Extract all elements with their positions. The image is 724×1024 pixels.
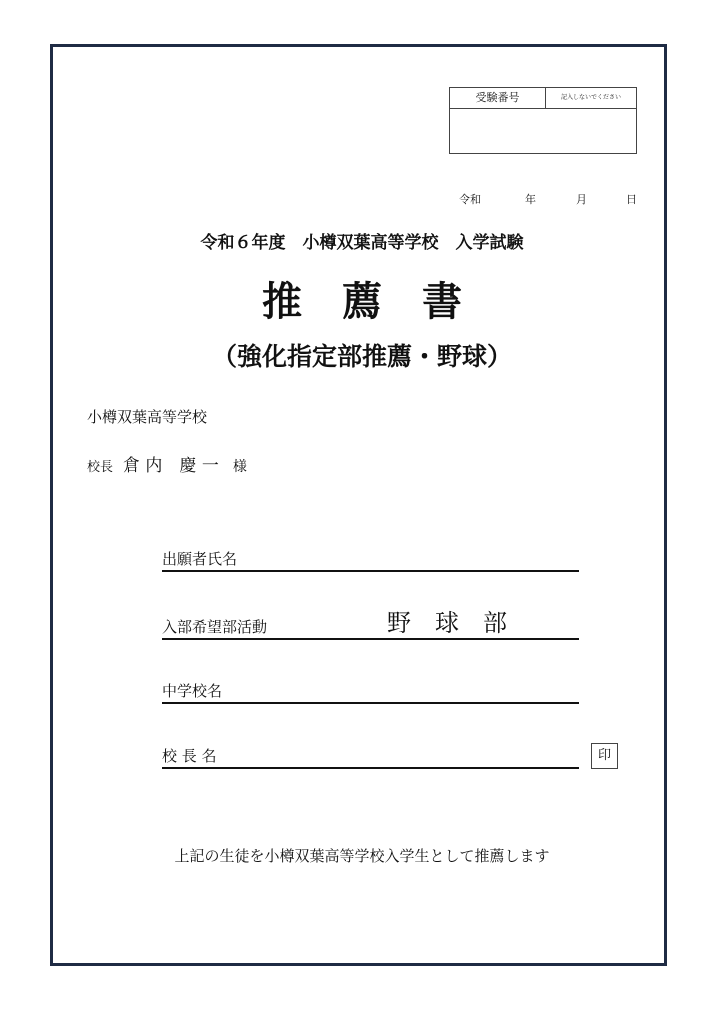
addressee-principal [87,451,247,476]
addressee-role: 校長 [87,460,114,475]
addressee-name: 倉 内 慶 一 [123,456,219,476]
document-subtitle: （強化指定部推薦・野球） [211,342,512,371]
addressee-school: 小樽双葉高等学校 [87,408,208,426]
seal-box: 印 [591,743,618,769]
date-month: 月 [576,193,587,206]
exam-number-label: 受験番号 [450,88,546,108]
applicant-name-label: 出願者氏名 [162,550,238,568]
document-frame [50,44,667,966]
exam-number-box [449,87,637,154]
addressee-honorific: 様 [232,459,247,475]
document-title: 推 薦 書 [262,278,462,325]
club-activity-value: 野 球 部 [387,609,507,637]
principal-name-field[interactable] [162,745,579,769]
exam-heading: 令和６年度 小樽双葉高等学校 入学試験 [200,233,524,253]
date-day: 日 [626,193,637,206]
junior-high-field[interactable] [162,680,579,704]
closing-statement: 上記の生徒を小樽双葉高等学校入学生として推薦します [174,847,550,865]
exam-number-note: 記入しないでください [560,94,621,101]
principal-name-label: 校 長 名 [162,747,217,765]
applicant-name-field[interactable] [162,548,579,572]
date-year: 年 [525,193,536,206]
club-activity-label: 入部希望部活動 [162,618,268,636]
date-era: 令和 [459,193,481,206]
exam-number-input-area[interactable] [450,109,636,155]
junior-high-label: 中学校名 [162,682,223,700]
club-activity-field[interactable] [162,609,579,640]
